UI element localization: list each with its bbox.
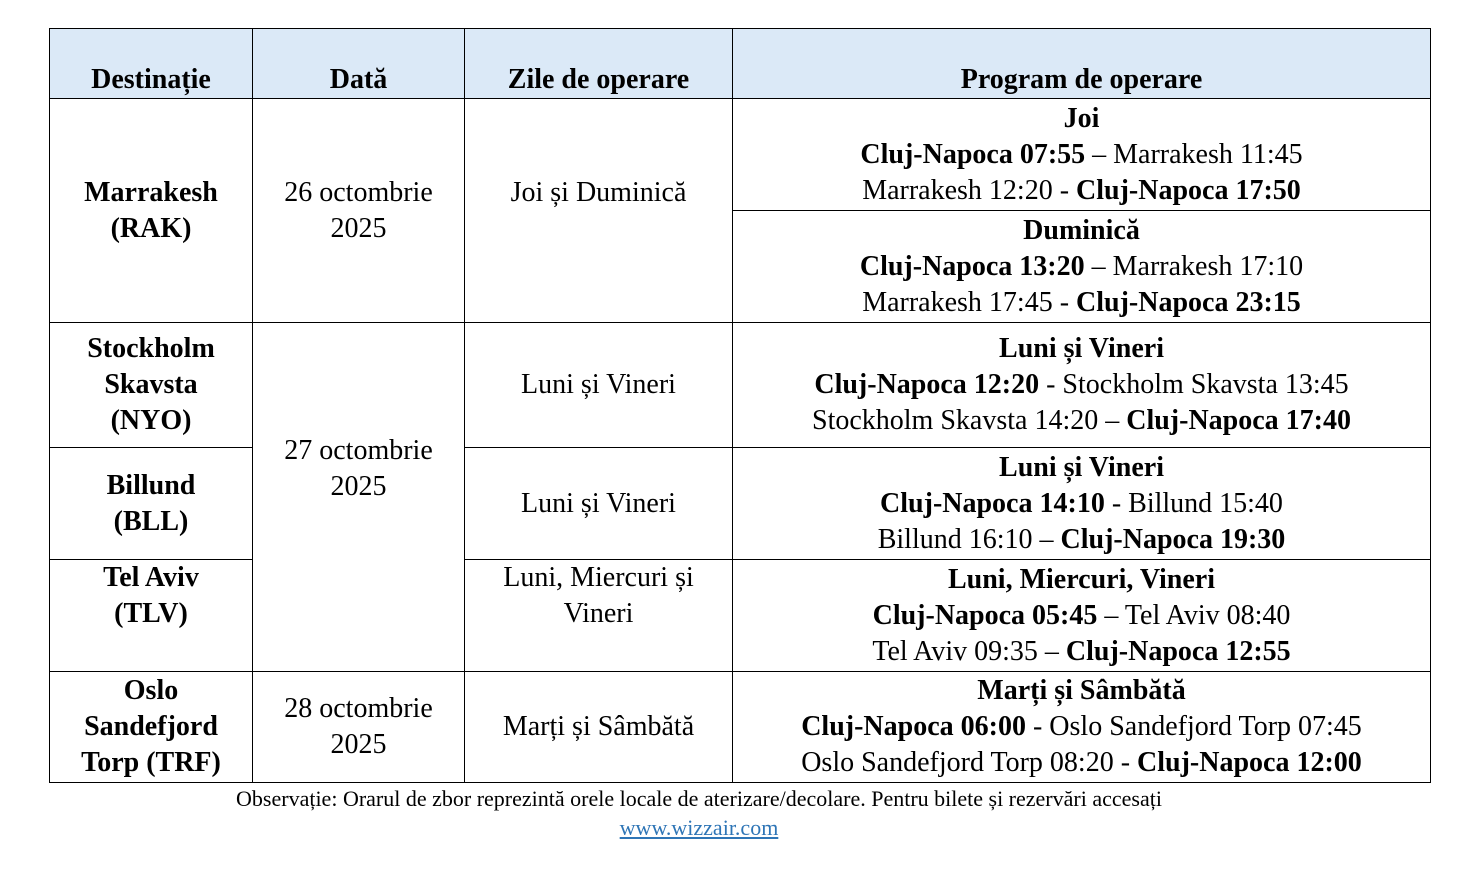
outbound-line: [737, 367, 1426, 403]
destination-code: (RAK): [110, 212, 192, 244]
destination-name: Marrakesh: [84, 176, 218, 208]
footnote-text: Observație: Orarul de zbor reprezintă orele locale de aterizare/decolare. Pentru bilete și rezervări accesați: [236, 786, 1162, 811]
outbound-line: [737, 709, 1426, 745]
outbound-line: [737, 137, 1426, 173]
date-cell-rak: [253, 99, 465, 323]
return-origin: Oslo Sandefjord Torp 08:20 -: [801, 747, 1138, 778]
days-cell-tlv: [465, 560, 733, 672]
schedule-cell-tlv: [733, 560, 1431, 672]
days-text: Luni, Miercuri și: [503, 562, 694, 593]
destination-name: Tel Aviv: [103, 562, 199, 593]
outbound-destination: - Oslo Sandefjord Torp 07:45: [1025, 711, 1362, 742]
return-line: [737, 173, 1426, 209]
schedule-title: Duminică: [1023, 214, 1140, 246]
destination-cell-tlv: [50, 560, 253, 672]
destination-cell-trf: [50, 672, 253, 783]
schedule-title: Luni, Miercuri, Vineri: [947, 563, 1216, 595]
destination-cell-bll: [50, 448, 253, 560]
date-year: 2025: [330, 212, 387, 244]
destination-name-2: Sandefjord: [84, 711, 218, 742]
outbound-origin: Cluj-Napoca 13:20: [859, 250, 1085, 282]
destination-code: Torp (TRF): [81, 747, 221, 778]
destination-code: (NYO): [110, 405, 192, 436]
destination-name: Billund: [106, 469, 196, 501]
return-origin: Marrakesh 17:45 -: [862, 286, 1077, 318]
days-text: Marți și Sâmbătă: [502, 711, 695, 742]
schedule-cell-trf: [733, 672, 1431, 783]
schedule-title: Joi: [1063, 102, 1100, 134]
header-date: Dată: [253, 29, 465, 99]
return-destination: Cluj-Napoca 12:00: [1137, 747, 1362, 778]
outbound-line: [737, 249, 1426, 285]
outbound-destination: – Marrakesh 11:45: [1085, 138, 1303, 170]
schedule-title: Marți și Sâmbătă: [977, 675, 1186, 706]
table-row: [50, 323, 1431, 448]
return-destination: Cluj-Napoca 19:30: [1060, 523, 1286, 555]
header-destination: Destinație: [50, 29, 253, 99]
days-cell-trf: [465, 672, 733, 783]
outbound-destination: – Tel Aviv 08:40: [1097, 599, 1291, 631]
outbound-origin: Cluj-Napoca 14:10: [880, 487, 1105, 519]
flight-schedule-table: [49, 28, 1431, 783]
return-origin: Marrakesh 12:20 -: [862, 174, 1077, 206]
date-text: 26 octombrie: [284, 176, 433, 208]
days-text: Luni și Vineri: [521, 369, 676, 400]
schedule-title: Luni și Vineri: [999, 451, 1164, 483]
outbound-origin: Cluj-Napoca 07:55: [860, 138, 1086, 170]
return-destination: Cluj-Napoca 17:40: [1126, 405, 1351, 436]
date-text: 28 octombrie: [284, 693, 433, 724]
outbound-line: [737, 486, 1426, 522]
destination-cell-rak: [50, 99, 253, 323]
days-cell-nyo: [465, 323, 733, 448]
date-cell-shared: [253, 323, 465, 672]
return-line: [737, 634, 1426, 670]
table-row: [50, 99, 1431, 211]
date-text: 27 octombrie: [284, 435, 433, 466]
header-operating-program: Program de operare: [733, 29, 1431, 99]
days-cell-rak: [465, 99, 733, 323]
return-destination: Cluj-Napoca 23:15: [1076, 286, 1301, 318]
return-origin: Billund 16:10 –: [877, 523, 1061, 555]
header-operating-days: Zile de operare: [465, 29, 733, 99]
schedule-cell-bll: [733, 448, 1431, 560]
days-text: Luni și Vineri: [521, 487, 676, 519]
wizzair-link[interactable]: www.wizzair.com: [619, 815, 779, 840]
return-origin: Stockholm Skavsta 14:20 –: [812, 405, 1127, 436]
return-destination: Cluj-Napoca 12:55: [1065, 635, 1291, 667]
days-text: Joi și Duminică: [510, 177, 687, 208]
return-line: [737, 745, 1426, 781]
outbound-destination: – Marrakesh 17:10: [1084, 250, 1304, 282]
outbound-line: [737, 598, 1426, 634]
table-header-row: [50, 29, 1431, 99]
days-cell-bll: [465, 448, 733, 560]
outbound-origin: Cluj-Napoca 06:00: [801, 711, 1026, 742]
table-row: [50, 672, 1431, 783]
return-origin: Tel Aviv 09:35 –: [872, 635, 1066, 667]
destination-name-2: Skavsta: [104, 369, 198, 400]
date-year: 2025: [330, 729, 387, 760]
schedule-cell-rak-thursday: [733, 99, 1431, 211]
date-year: 2025: [330, 471, 387, 502]
date-cell-trf: [253, 672, 465, 783]
return-line: [737, 285, 1426, 321]
outbound-origin: Cluj-Napoca 05:45: [872, 599, 1098, 631]
days-text-2: Vineri: [563, 598, 634, 629]
footnote: [49, 784, 1349, 842]
destination-code: (BLL): [113, 505, 189, 537]
return-line: [737, 403, 1426, 439]
destination-code: (TLV): [114, 598, 188, 629]
destination-name: Stockholm: [87, 333, 215, 364]
schedule-cell-nyo: [733, 323, 1431, 448]
outbound-destination: - Stockholm Skavsta 13:45: [1039, 369, 1349, 400]
outbound-origin: Cluj-Napoca 12:20: [814, 369, 1040, 400]
return-destination: Cluj-Napoca 17:50: [1076, 174, 1301, 206]
outbound-destination: - Billund 15:40: [1104, 487, 1283, 519]
return-line: [737, 522, 1426, 558]
schedule-title: Luni și Vineri: [999, 333, 1164, 364]
destination-name: Oslo: [123, 675, 179, 706]
schedule-cell-rak-sunday: [733, 211, 1431, 323]
destination-cell-nyo: [50, 323, 253, 448]
